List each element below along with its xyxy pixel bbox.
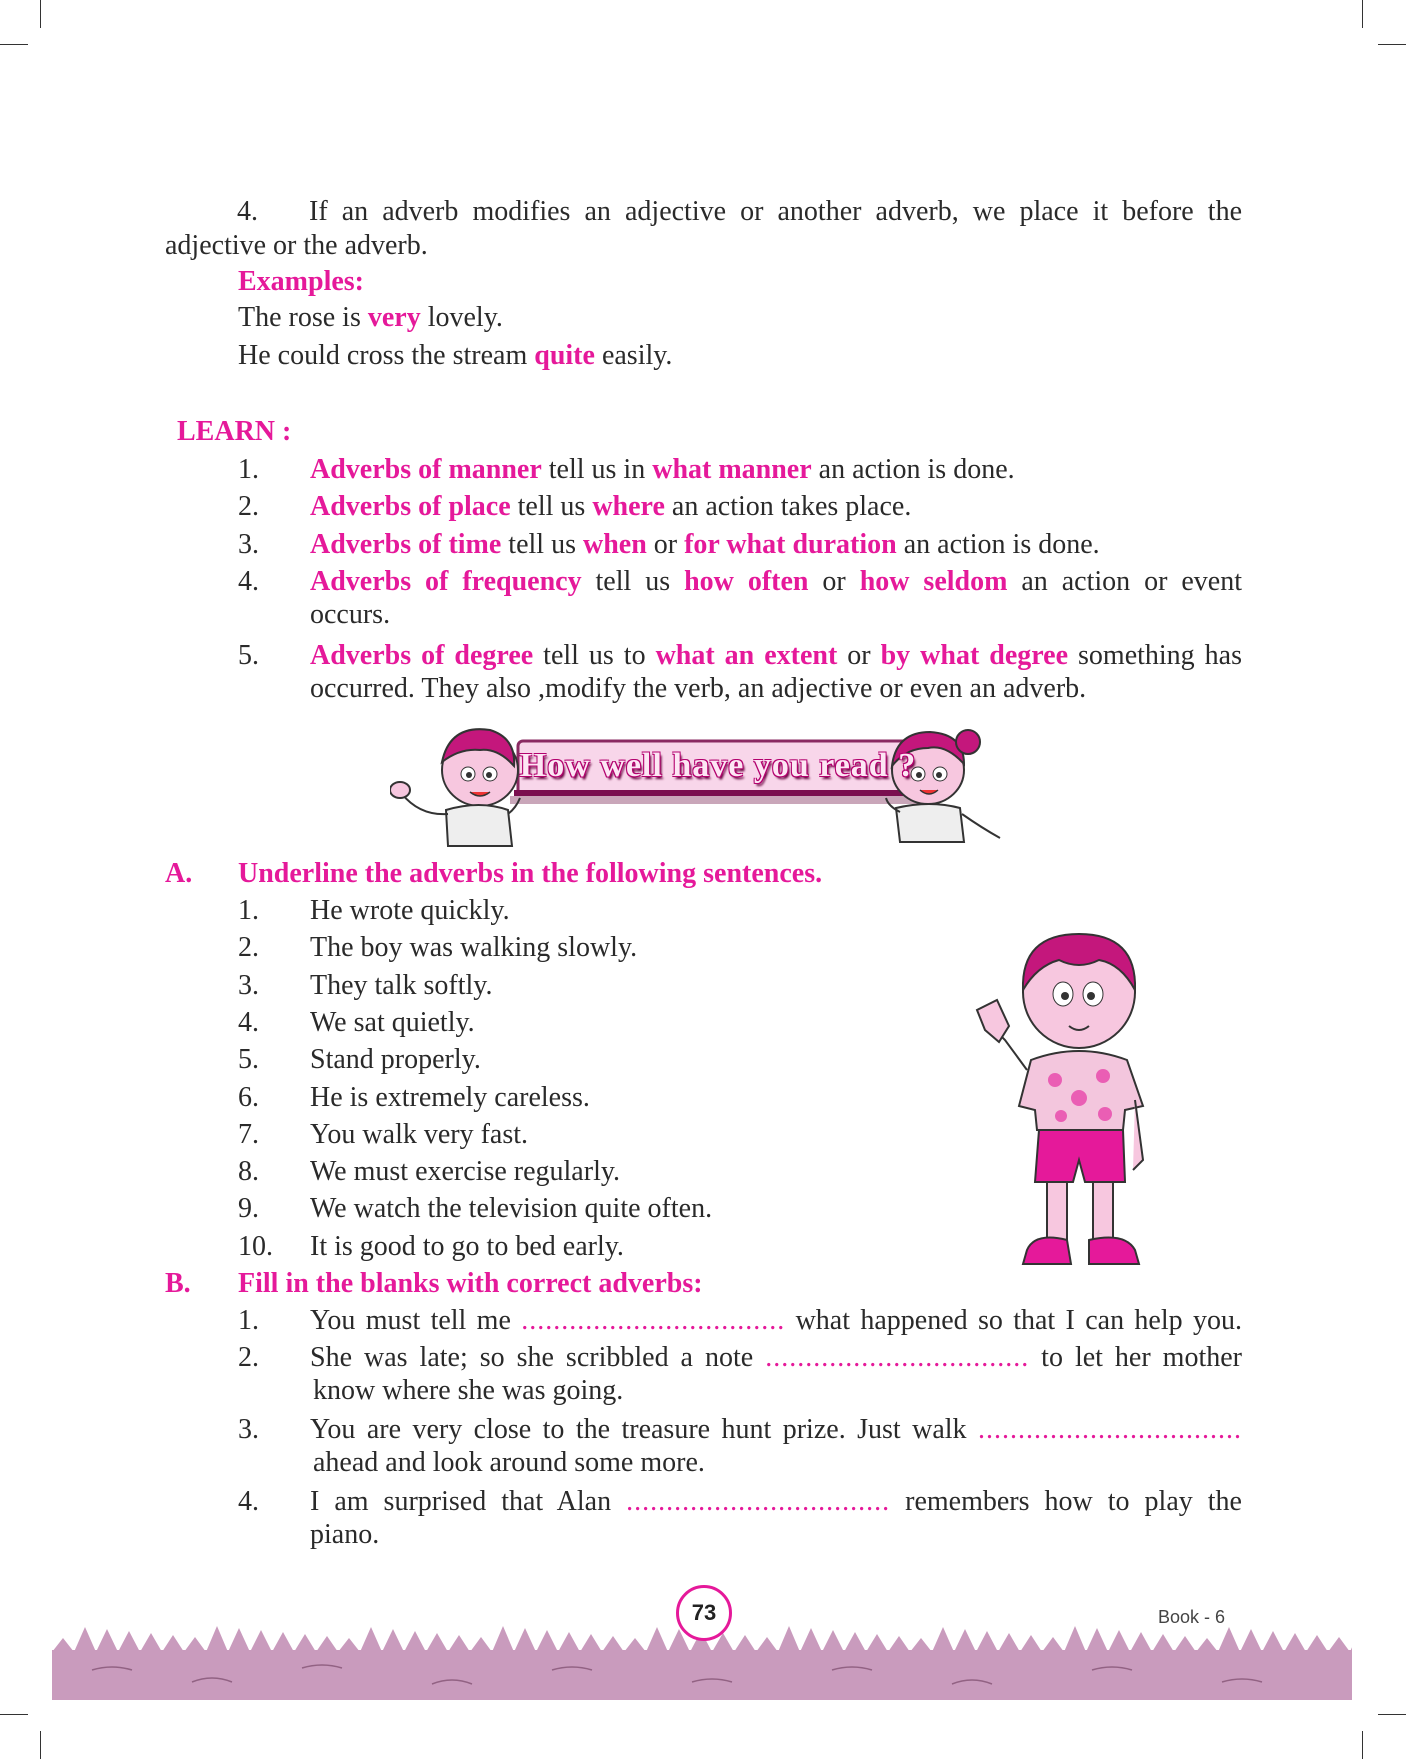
- learn-item-number: 5.: [238, 640, 259, 671]
- section-a-item-number: 3.: [238, 969, 259, 1001]
- section-b-item-continuation: know where she was going.: [313, 1375, 624, 1406]
- section-a-item-text: Stand properly.: [310, 1044, 481, 1076]
- book-label: Book - 6: [1158, 1607, 1226, 1627]
- learn-text: something has: [1068, 640, 1242, 671]
- learn-item-continuation: occurred. They also ,modify the verb, an adjective or even an adverb.: [310, 673, 1087, 704]
- learn-keyword: Adverbs of place: [310, 491, 511, 522]
- learn-heading: LEARN :: [177, 416, 292, 447]
- section-a-item-number: 7.: [238, 1118, 259, 1150]
- example-2: He could cross the stream quite easily.: [238, 340, 673, 371]
- section-b-text: You are very close to the treasure hunt prize. Just walk: [310, 1414, 978, 1445]
- banner-text: How well have you read ?: [519, 747, 917, 784]
- learn-item-continuation: occurs.: [310, 599, 391, 630]
- learn-keyword: how seldom: [859, 566, 1008, 597]
- learn-text: or: [646, 529, 685, 560]
- learn-text: or: [808, 566, 860, 597]
- section-b-item-text: [310, 1414, 1242, 1446]
- learn-text: an action takes place.: [664, 491, 912, 522]
- example-1: The rose is very lovely.: [238, 302, 503, 333]
- section-a-item-number: 8.: [238, 1156, 259, 1188]
- learn-text: an action is done.: [811, 454, 1015, 485]
- section-a-item-text: You walk very fast.: [310, 1118, 529, 1150]
- section-a-item-text: He is extremely careless.: [310, 1081, 590, 1113]
- section-b-item-number: 3.: [238, 1414, 259, 1445]
- rule-4-line-2: adjective or the adverb.: [165, 230, 428, 261]
- learn-text: tell us: [581, 566, 685, 597]
- reading-banner: [390, 718, 1020, 848]
- learn-keyword: Adverbs of frequency: [310, 566, 582, 597]
- crop-mark-bottom-right-h: [1378, 1714, 1406, 1715]
- boy-character-icon: [390, 729, 520, 846]
- learn-item-text: [310, 529, 1242, 561]
- learn-text: an action or event: [1007, 566, 1243, 597]
- fill-blank[interactable]: .................................: [978, 1414, 1242, 1445]
- section-b-item-text: [310, 1486, 1242, 1518]
- section-a-item-text: We sat quietly.: [310, 1006, 475, 1038]
- fill-blank[interactable]: .................................: [765, 1342, 1030, 1373]
- crop-mark-top-right-v: [1362, 0, 1363, 28]
- rule-4-text: If an adverb modifies an adjective or another adverb, we place it before the: [309, 196, 1242, 227]
- learn-keyword: when: [582, 529, 647, 560]
- learn-item-text: [310, 640, 1242, 672]
- learn-keyword: what an extent: [655, 640, 838, 671]
- examples-heading: Examples:: [238, 266, 364, 297]
- section-a-letter: A.: [165, 858, 193, 889]
- section-b-item-text: [310, 1305, 1242, 1337]
- fill-blank[interactable]: .................................: [626, 1486, 891, 1517]
- section-b-title: Fill in the blanks with correct adverbs:: [238, 1268, 703, 1299]
- boy-illustration: [975, 930, 1175, 1290]
- section-a-item-text: They talk softly.: [310, 969, 493, 1001]
- learn-keyword: for what duration: [684, 529, 897, 560]
- learn-item-number: 1.: [238, 454, 259, 485]
- section-a-item-text: We must exercise regularly.: [310, 1156, 621, 1188]
- learn-item-text: [310, 491, 1242, 523]
- section-a-item-number: 2.: [238, 932, 259, 964]
- section-a-item-text: We watch the television quite often.: [310, 1193, 713, 1225]
- section-b-item-number: 1.: [238, 1305, 259, 1336]
- rule-4-number: 4.: [237, 196, 258, 227]
- section-a-item-text: The boy was walking slowly.: [310, 932, 638, 964]
- section-a-item-number: 9.: [238, 1193, 259, 1225]
- learn-text: tell us to: [533, 640, 656, 671]
- rule-4-line-1: [165, 195, 1242, 229]
- section-b-item-number: 2.: [238, 1342, 259, 1373]
- crop-mark-bottom-left-h: [0, 1714, 28, 1715]
- section-b-text: I am surprised that Alan: [310, 1486, 627, 1517]
- learn-item-number: 2.: [238, 491, 259, 522]
- learn-keyword: Adverbs of manner: [310, 454, 542, 485]
- section-b-text: to let her mother: [1029, 1342, 1242, 1373]
- section-a-item-number: 10.: [238, 1230, 273, 1262]
- learn-text: an action is done.: [896, 529, 1100, 560]
- example-1-keyword: very: [367, 302, 421, 333]
- section-b-text: She was late; so she scribbled a note: [310, 1342, 766, 1373]
- example-2-keyword: quite: [534, 340, 595, 371]
- section-a-title: Underline the adverbs in the following sentences.: [238, 858, 823, 889]
- learn-keyword: where: [592, 491, 665, 522]
- page-number: 73: [676, 1585, 732, 1641]
- learn-item-number: 3.: [238, 529, 259, 560]
- rule-4-block: [165, 195, 1242, 263]
- learn-item-text: [310, 454, 1242, 486]
- learn-item-text: [310, 566, 1242, 598]
- section-a-item-number: 4.: [238, 1006, 259, 1038]
- section-b-item-text: [310, 1342, 1242, 1374]
- crop-mark-top-right-h: [1378, 44, 1406, 45]
- section-b-letter: B.: [165, 1268, 191, 1299]
- crop-mark-top-left-h: [0, 44, 28, 45]
- section-a-item-number: 1.: [238, 895, 259, 926]
- learn-text: tell us in: [541, 454, 653, 485]
- fill-blank[interactable]: .................................: [521, 1305, 786, 1336]
- section-a-item-number: 5.: [238, 1044, 259, 1076]
- learn-keyword: how often: [684, 566, 809, 597]
- section-b-text: remembers how to play the: [890, 1486, 1242, 1517]
- section-a-item-number: 6.: [238, 1081, 259, 1113]
- section-a-item-text: It is good to go to bed early.: [310, 1230, 624, 1262]
- crop-mark-top-left-v: [40, 0, 41, 28]
- crop-mark-bottom-right-v: [1362, 1731, 1363, 1759]
- section-b-item-continuation: ahead and look around some more.: [313, 1447, 705, 1478]
- learn-text: or: [837, 640, 881, 671]
- learn-text: tell us: [501, 529, 583, 560]
- crop-mark-bottom-left-v: [40, 1731, 41, 1759]
- waving-boy-icon: [975, 930, 1175, 1290]
- section-a-item-text: He wrote quickly.: [310, 895, 510, 926]
- learn-keyword: Adverbs of degree: [310, 640, 534, 671]
- learn-keyword: what manner: [652, 454, 812, 485]
- section-b-text: what happened so that I can help you.: [785, 1305, 1242, 1336]
- learn-item-number: 4.: [238, 566, 259, 597]
- section-b-item-continuation: piano.: [310, 1519, 380, 1550]
- section-b-item-number: 4.: [238, 1486, 259, 1517]
- learn-keyword: Adverbs of time: [310, 529, 502, 560]
- section-b-text: You must tell me: [310, 1305, 522, 1336]
- learn-keyword: by what degree: [880, 640, 1069, 671]
- learn-text: tell us: [510, 491, 593, 522]
